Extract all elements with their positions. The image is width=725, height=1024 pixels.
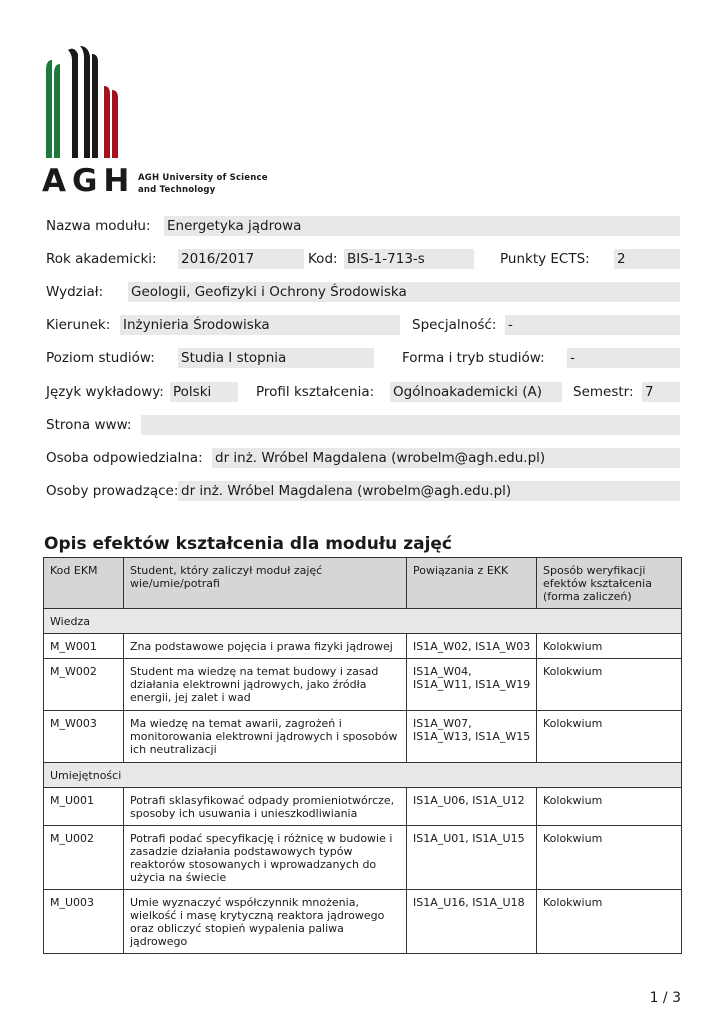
cell-sposob: Kolokwium <box>537 890 682 954</box>
cell-sposob: Kolokwium <box>537 788 682 826</box>
cell-kod: M_U001 <box>44 788 124 826</box>
specjalnosc-label: Specjalność: <box>412 317 497 333</box>
agh-logo-name <box>138 172 268 196</box>
osoba-odpowiedzialna-label: Osoba odpowiedzialna: <box>46 450 203 466</box>
table-header-row <box>44 558 682 609</box>
cell-opis: Student ma wiedzę na temat budowy i zasad działania elektrowni jądrowych, jako źródła energii, jej zalet i wad <box>124 659 407 711</box>
cell-sposob: Kolokwium <box>537 711 682 763</box>
jezyk-label: Język wykładowy: <box>46 384 164 400</box>
osoba-odpowiedzialna-value: dr inż. Wróbel Magdalena (wrobelm@agh.edu.pl) <box>212 448 680 468</box>
strona-www-value <box>141 415 680 435</box>
punkty-ects-label: Punkty ECTS: <box>500 251 590 267</box>
profil-label: Profil kształcenia: <box>256 384 375 400</box>
header-sposob: Sposób weryfikacji efektów kształcenia (forma zaliczeń) <box>537 558 682 609</box>
agh-logo-mark: AGH <box>42 163 136 199</box>
cell-sposob: Kolokwium <box>537 826 682 890</box>
category-umiejetnosci: Umiejętności <box>44 763 682 788</box>
agh-logo-line2: and Technology <box>138 185 216 195</box>
wydzial-label: Wydział: <box>46 284 104 300</box>
jezyk-value: Polski <box>170 382 238 402</box>
kierunek-value: Inżynieria Środowiska <box>120 315 400 335</box>
profil-value: Ogólnoakademicki (A) <box>390 382 562 402</box>
cell-kod: M_W002 <box>44 659 124 711</box>
category-row-wiedza <box>44 609 682 634</box>
rok-akademicki-value: 2016/2017 <box>178 249 304 269</box>
cell-powiazania: IS1A_W02, IS1A_W03 <box>407 634 537 659</box>
cell-powiazania: IS1A_W07, IS1A_W13, IS1A_W15 <box>407 711 537 763</box>
semestr-value: 7 <box>642 382 680 402</box>
punkty-ects-value: 2 <box>614 249 680 269</box>
agh-logo-line1: AGH University of Science <box>138 173 268 183</box>
agh-logo <box>42 46 272 199</box>
cell-kod: M_U003 <box>44 890 124 954</box>
cell-kod: M_W001 <box>44 634 124 659</box>
nazwa-modulu-label: Nazwa modułu: <box>46 218 151 234</box>
semestr-label: Semestr: <box>573 384 634 400</box>
cell-opis: Potrafi sklasyfikować odpady promieniotwórcze, sposoby ich usuwania i unieszkodliwiania <box>124 788 407 826</box>
table-row <box>44 711 682 763</box>
cell-opis: Umie wyznaczyć współczynnik mnożenia, wielkość i masę krytyczną reaktora jądrowego oraz obliczyć stopień wypalenia paliwa jądrowego <box>124 890 407 954</box>
nazwa-modulu-value: Energetyka jądrowa <box>164 216 680 236</box>
osoby-prowadzace-value: dr inż. Wróbel Magdalena (wrobelm@agh.edu.pl) <box>178 481 680 501</box>
specjalnosc-value: - <box>505 315 680 335</box>
category-row-umiejetnosci <box>44 763 682 788</box>
cell-kod: M_U002 <box>44 826 124 890</box>
cell-opis: Ma wiedzę na temat awarii, zagrożeń i monitorowania elektrowni jądrowych i sposobów ich neutralizacji <box>124 711 407 763</box>
table-row <box>44 659 682 711</box>
wydzial-value: Geologii, Geofizyki i Ochrony Środowiska <box>128 282 680 302</box>
strona-www-label: Strona www: <box>46 417 132 433</box>
section-title: Opis efektów kształcenia dla modułu zajęć <box>44 534 453 554</box>
cell-opis: Potrafi podać specyfikację i różnicę w budowie i zasadzie działania podstawowych typów reaktorów stosowanych i wprowadzanych do użycia na świecie <box>124 826 407 890</box>
table-row <box>44 826 682 890</box>
effects-table <box>43 557 682 954</box>
header-opis: Student, który zaliczył moduł zajęć wie/umie/potrafi <box>124 558 407 609</box>
kierunek-label: Kierunek: <box>46 317 111 333</box>
poziom-studiow-label: Poziom studiów: <box>46 350 155 366</box>
header-kod-ekm: Kod EKM <box>44 558 124 609</box>
table-row <box>44 890 682 954</box>
agh-logo-icon <box>44 46 122 158</box>
forma-tryb-label: Forma i tryb studiów: <box>402 350 545 366</box>
rok-akademicki-label: Rok akademicki: <box>46 251 157 267</box>
cell-sposob: Kolokwium <box>537 659 682 711</box>
category-wiedza: Wiedza <box>44 609 682 634</box>
kod-label: Kod: <box>308 251 338 267</box>
cell-powiazania: IS1A_U06, IS1A_U12 <box>407 788 537 826</box>
header-powiazania: Powiązania z EKK <box>407 558 537 609</box>
poziom-studiow-value: Studia I stopnia <box>178 348 374 368</box>
table-row <box>44 634 682 659</box>
osoby-prowadzace-label: Osoby prowadzące: <box>46 483 179 499</box>
cell-powiazania: IS1A_W04, IS1A_W11, IS1A_W19 <box>407 659 537 711</box>
cell-sposob: Kolokwium <box>537 634 682 659</box>
table-row <box>44 788 682 826</box>
cell-powiazania: IS1A_U01, IS1A_U15 <box>407 826 537 890</box>
kod-value: BIS-1-713-s <box>344 249 474 269</box>
cell-opis: Zna podstawowe pojęcia i prawa fizyki jądrowej <box>124 634 407 659</box>
forma-tryb-value: - <box>567 348 680 368</box>
page-number: 1 / 3 <box>649 990 681 1006</box>
cell-kod: M_W003 <box>44 711 124 763</box>
cell-powiazania: IS1A_U16, IS1A_U18 <box>407 890 537 954</box>
